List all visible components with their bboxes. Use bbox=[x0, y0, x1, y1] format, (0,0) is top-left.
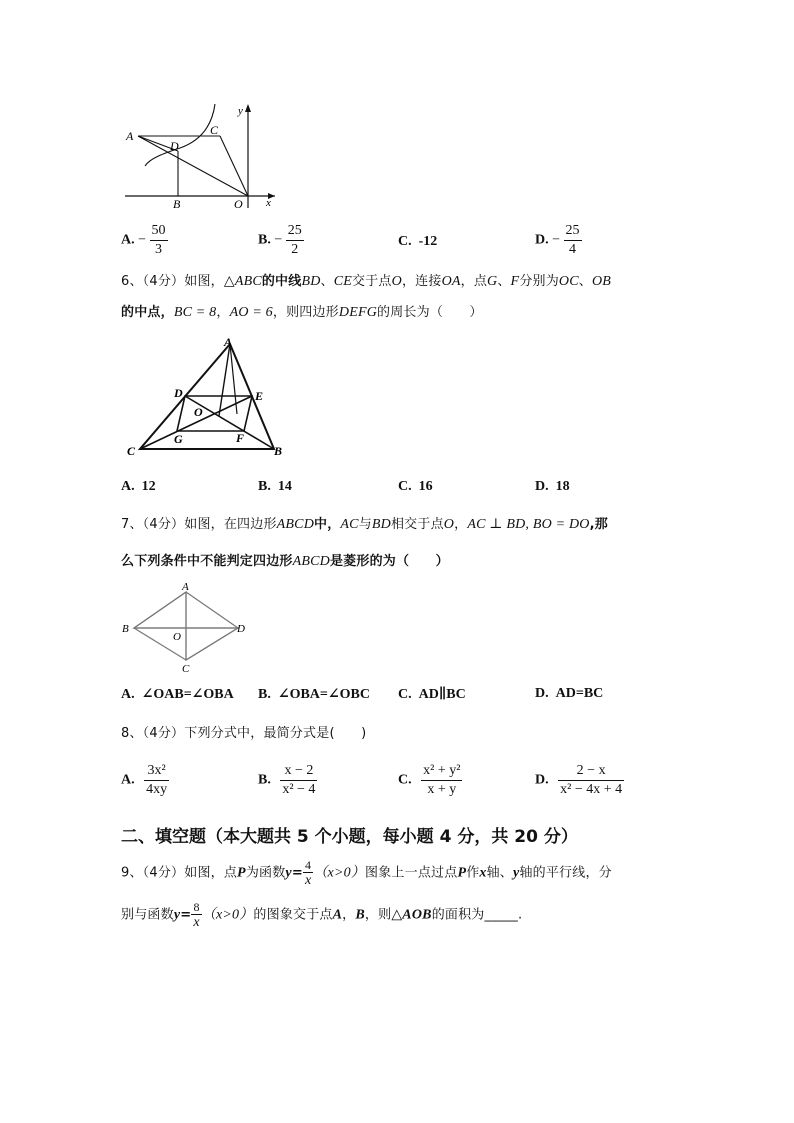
section-heading: 二、填空题（本大题共 5 个小题，每小题 4 分，共 20 分） bbox=[121, 827, 578, 847]
q8-option-b[interactable]: B. $\frac{x - 2}{\text{x² − 4}}$ bbox=[258, 763, 316, 797]
q9-line2: 别与函数y= $\frac{8}{x}$ （x>0）的图象交于点A，B，则△AOB的面积为_____. bbox=[121, 900, 523, 930]
q5-label-d: D bbox=[170, 139, 179, 153]
q6-line2: 的中点，BC = 8，AO = 6，则四边形DEFG的周长为（ ） bbox=[121, 305, 483, 320]
q9-line1: 9、（4分）如图，点P为函数y= $\frac{4}{x}$ （x>0）图象上一点过点P作x轴、y轴的平行线，分 bbox=[121, 858, 612, 888]
q5-label-o: O bbox=[234, 197, 243, 211]
q5-option-c[interactable]: C. -12 bbox=[398, 234, 438, 249]
q6-label-d: D bbox=[174, 386, 183, 400]
q7-label-a: A bbox=[182, 581, 189, 593]
q7-option-c[interactable]: C. AD∥BC bbox=[398, 687, 466, 702]
q6-label-f: F bbox=[236, 431, 245, 445]
q7-line2: 么下列条件中不能判定四边形ABCD是菱形的为（ ） bbox=[121, 554, 449, 569]
q7-option-d[interactable]: D. AD=BC bbox=[535, 686, 604, 701]
q8-option-d[interactable]: D. $\frac{2 - x}{\text{x² − 4x + 4}}$ bbox=[535, 763, 623, 797]
q5-label-y: y bbox=[238, 105, 243, 117]
q5-label-b: B bbox=[173, 197, 181, 211]
q8-option-c[interactable]: C. $\frac{\text{x² + y²}}{x + y}$ bbox=[398, 763, 461, 797]
q6-option-a[interactable]: A. 12 bbox=[121, 479, 156, 494]
q6-line1: 6、（4分）如图，△ABC的中线BD、CE交于点O，连接OA，点G、F分别为OC、OB bbox=[121, 274, 612, 289]
q7-figure bbox=[120, 580, 255, 675]
q6-label-a: A bbox=[224, 335, 233, 349]
q5-option-b[interactable]: B. − $\frac{25}{2}$ bbox=[258, 223, 302, 257]
q7-label-b: B bbox=[122, 623, 129, 635]
q7-line1: 7、（4分）如图，在四边形ABCD中，AC与BD相交于点O，AC ⊥ BD, BO = DO,那 bbox=[121, 517, 608, 532]
q7-option-a[interactable]: A. ∠OAB=∠OBA bbox=[121, 687, 234, 702]
q6-label-c: C bbox=[127, 444, 136, 458]
q6-option-d[interactable]: D. 18 bbox=[535, 479, 570, 494]
q6-label-e: E bbox=[255, 389, 264, 403]
q8-line1: 8、（4分）下列分式中，最简分式是( ) bbox=[121, 726, 367, 741]
q5-option-d[interactable]: D. − $\frac{25}{4}$ bbox=[535, 223, 580, 257]
q7-label-c: C bbox=[182, 663, 190, 675]
q7-label-d: D bbox=[237, 623, 245, 635]
q6-option-b[interactable]: B. 14 bbox=[258, 479, 292, 494]
q5-figure bbox=[120, 96, 280, 214]
q6-option-c[interactable]: C. 16 bbox=[398, 479, 433, 494]
q5-label-a: A bbox=[126, 129, 134, 143]
q7-label-o: O bbox=[173, 631, 181, 643]
q6-figure bbox=[122, 334, 292, 462]
q7-option-b[interactable]: B. ∠OBA=∠OBC bbox=[258, 687, 370, 702]
q6-label-o: O bbox=[194, 405, 203, 419]
q6-label-g: G bbox=[174, 432, 183, 446]
q5-label-c: C bbox=[210, 123, 219, 137]
q6-label-b: B bbox=[274, 444, 283, 458]
q5-option-a[interactable]: A. − $\frac{50}{3}$ bbox=[121, 223, 166, 257]
q8-option-a[interactable]: A. $\frac{\text{3x²}}{4xy}$ bbox=[121, 763, 168, 797]
q5-label-x: x bbox=[266, 197, 271, 209]
